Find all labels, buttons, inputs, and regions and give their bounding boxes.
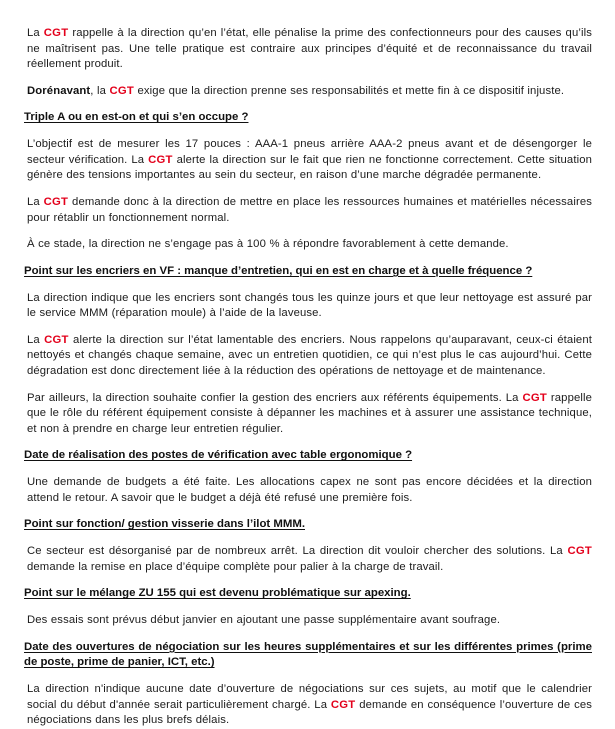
- text-run: Point sur fonction/ gestion visserie dans l’ilot MMM.: [24, 518, 305, 531]
- body-paragraph: [24, 391, 592, 438]
- text-run: , la: [90, 84, 110, 97]
- text-run: alerte la direction sur l’état lamentable des encriers. Nous rappelons qu’auparavant, ceux-ci étaient nettoyés et changés chaque semaine, avec un entretien quotidien, ce qui n’est plus le cas aujourd’hui. Cette dégradation est donc directement liée à la réduction des opérations de nettoyage et de maintenance.: [27, 333, 592, 377]
- cgt-acronym: CGT: [522, 391, 547, 404]
- section-heading: [24, 448, 592, 464]
- body-paragraph: [24, 84, 592, 100]
- text-run: demande donc à la direction de mettre en place les ressources humaines et matérielles nécessaires pour rétablir un fonctionnement normal.: [27, 195, 592, 224]
- cgt-acronym: CGT: [148, 153, 173, 166]
- text-run: demande en conséquence l’ouverture de ces négociations dans les plus brefs délais.: [27, 698, 592, 727]
- body-paragraph: [24, 26, 592, 73]
- section-heading: [24, 110, 592, 126]
- text-run: Triple A ou en est-on et qui s’en occupe ?: [24, 111, 249, 124]
- body-paragraph: [24, 237, 592, 253]
- text-run: demande la remise en place d’équipe complète pour palier à la charge de travail.: [27, 560, 444, 573]
- text-run: alerte la direction sur le fait que rien ne fonctionne correctement. Cette situation génère des tensions importantes au sein du secteur, en raison d’une marche dégradée permanente.: [27, 153, 592, 182]
- text-run: exige que la direction prenne ses responsabilités et mette fin à ce dispositif injuste.: [134, 84, 565, 97]
- text-run: La: [27, 195, 44, 208]
- cgt-acronym: CGT: [330, 698, 356, 711]
- body-paragraph: [24, 333, 592, 380]
- text-run: La direction indique que les encriers sont changés tous les quinze jours et que leur nettoyage est assuré par le service MMM (réparation moule) à l’aide de la laveuse.: [27, 291, 592, 320]
- document-body: [24, 26, 592, 729]
- body-paragraph: [24, 682, 592, 729]
- body-paragraph: [24, 544, 592, 575]
- section-heading: [24, 264, 592, 280]
- text-run: Date des ouvertures de négociation sur les heures supplémentaires et sur les différentes primes (prime de poste, prime de panier, ICT, etc.): [24, 640, 592, 669]
- cgt-acronym: CGT: [109, 84, 135, 97]
- text-run: Point sur les encriers en VF : manque d’entretien, qui en est en charge et à quelle fréquence ?: [24, 264, 533, 277]
- cgt-acronym: CGT: [44, 333, 69, 346]
- body-paragraph: [24, 291, 592, 322]
- cgt-acronym: CGT: [567, 545, 592, 558]
- text-run: La: [27, 27, 44, 39]
- text-run: Ce secteur est désorganisé par de nombreux arrêt. La direction dit vouloir chercher des solutions. La: [27, 545, 568, 558]
- section-heading: [24, 517, 592, 533]
- section-heading: [24, 640, 592, 672]
- text-run: L’objectif est de mesurer les 17 pouces : AAA-1 pneus arrière AAA-2 pneus avant et de désengorger le secteur vérification. La: [27, 138, 592, 166]
- text-run: rappelle à la direction qu’en l’état, elle pénalise la prime des confectionneurs pour des causes qu’ils ne maîtrisent pas. Une telle pratique est contraire aux principes d’équité et de reconnaissance du travail réellement produit.: [27, 27, 592, 71]
- text-run: Point sur le mélange ZU 155 qui est devenu problématique sur apexing.: [24, 587, 411, 600]
- text-run: Date de réalisation des postes de vérification avec table ergonomique ?: [24, 449, 413, 462]
- cgt-acronym: CGT: [43, 195, 69, 208]
- text-run: Des essais sont prévus début janvier en ajoutant une passe supplémentaire avant soufrage.: [27, 614, 501, 627]
- body-paragraph: [24, 137, 592, 184]
- text-run: Une demande de budgets a été faite. Les allocations capex ne sont pas encore décidées et la direction attend le retour. A savoir que le budget a déjà été refusé une première fois.: [27, 476, 592, 504]
- emphasis-text: Dorénavant: [27, 84, 91, 97]
- section-heading: [24, 586, 592, 602]
- text-run: À ce stade, la direction ne s’engage pas à 100 % à répondre favorablement à cette demande.: [27, 238, 509, 251]
- text-run: Par ailleurs, la direction souhaite confier la gestion des encriers aux référents équipements. La: [27, 391, 523, 404]
- body-paragraph: [24, 613, 592, 629]
- cgt-acronym: CGT: [43, 27, 69, 39]
- text-run: La: [27, 333, 45, 346]
- body-paragraph: [24, 475, 592, 506]
- text-run: La direction n'indique aucune date d’ouverture de négociations sur ces sujets, au motif que le calendrier social du début d'année serait particulièrement chargé. La: [27, 683, 592, 711]
- body-paragraph: [24, 195, 592, 226]
- text-run: rappelle que le rôle du référent équipement consiste à dépanner les machines et à assurer une assistance technique, et non à prendre en charge leur entretien régulier.: [27, 391, 592, 435]
